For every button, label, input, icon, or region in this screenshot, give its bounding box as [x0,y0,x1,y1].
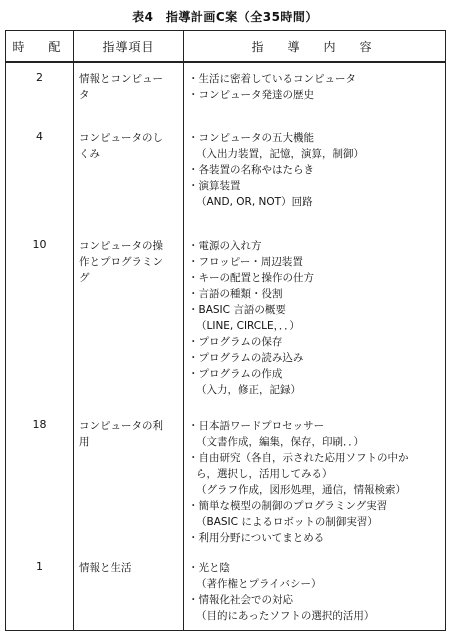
row-item [74,62,184,122]
row-item [74,122,184,230]
row-content [184,552,446,631]
content-line: （AND, OR, NOT）回路 [196,196,313,208]
content-line: （グラフ作成，図形処理，通信，情報検索） [196,484,406,496]
content-line: （入出力装置，記憶，演算，制御） [196,148,364,160]
row-content [184,410,446,552]
table-caption: 表4 指導計画C案（全35時間） [132,10,318,24]
content-line: ・コンピュータの五大機能 [188,132,314,144]
content-line: ・日本語ワードプロセッサー [188,420,325,432]
item-text-line: コンピュータの操 [79,240,163,252]
item-text-line: コンピュータの利 [79,420,163,432]
content-line: （BASIC によるロボットの制御実習） [196,516,378,528]
content-line: （目的にあったソフトの選択的活用） [196,610,375,622]
content-line: ・言語の種類・役割 [188,288,283,300]
content-line: ・情報化社会での対応 [188,594,293,606]
content-line: ・簡単な模型の制御のプログラミング実習 [188,500,388,512]
header-hours: 時 配 [6,31,74,63]
content-line: ・各装置の名称やはたらき [188,164,314,176]
content-line: （入力，修正，記録） [196,384,301,396]
content-line: ・プログラムの保存 [188,336,283,348]
content-line: ら，選択し，活用してみる） [196,468,333,480]
content-line: ・自由研究（各自，示された応用ソフトの中か [188,452,409,464]
content-line: ・光と陰 [188,562,230,574]
row-hours: 2 [6,62,74,122]
item-text-line: 作とプログラミン [79,256,163,268]
content-line: ・生活に密着しているコンピュータ [188,73,356,85]
content-line: ・プログラムの作成 [188,368,283,380]
table-row [6,410,446,552]
content-line: ・プログラムの読み込み [188,352,304,364]
row-item [74,230,184,410]
content-line: （文書作成，編集，保存，印刷．．） [196,436,364,448]
row-item [74,552,184,631]
row-hours: 18 [6,410,74,552]
row-hours: 1 [6,552,74,631]
item-text-line: コンピュータのし [79,132,163,144]
item-text-line: くみ [79,148,100,160]
row-hours: 10 [6,230,74,410]
table-row [6,230,446,410]
content-line: ・BASIC 言語の概要 [188,304,286,316]
item-text-line: 用 [79,436,90,448]
content-line: ・電源の入れ方 [188,240,262,252]
content-line: ・コンピュータ発達の歴史 [188,89,314,101]
header-content: 指 導 内 容 [184,31,446,63]
content-line: ・演算装置 [188,180,241,192]
item-text-line: 情報とコンピュー [79,73,163,85]
row-content [184,230,446,410]
content-line: ・利用分野についてまとめる [188,532,325,544]
table-row [6,62,446,122]
row-content [184,122,446,230]
header-item: 指導項目 [74,31,184,63]
header-row [6,31,446,63]
content-line: ・キーの配置と操作の仕方 [188,272,314,284]
content-line: （LINE, CIRCLE，．．） [196,320,300,332]
content-line: （著作権とプライバシー） [196,578,322,590]
item-text-line: グ [79,272,90,284]
row-hours: 4 [6,122,74,230]
item-text-line: タ [79,89,90,101]
row-content [184,62,446,122]
table-row [6,552,446,631]
content-line: ・フロッピー・周辺装置 [188,256,303,268]
row-item [74,410,184,552]
teaching-plan-table [5,30,446,631]
item-text-line: 情報と生活 [79,562,132,574]
table-row [6,122,446,230]
